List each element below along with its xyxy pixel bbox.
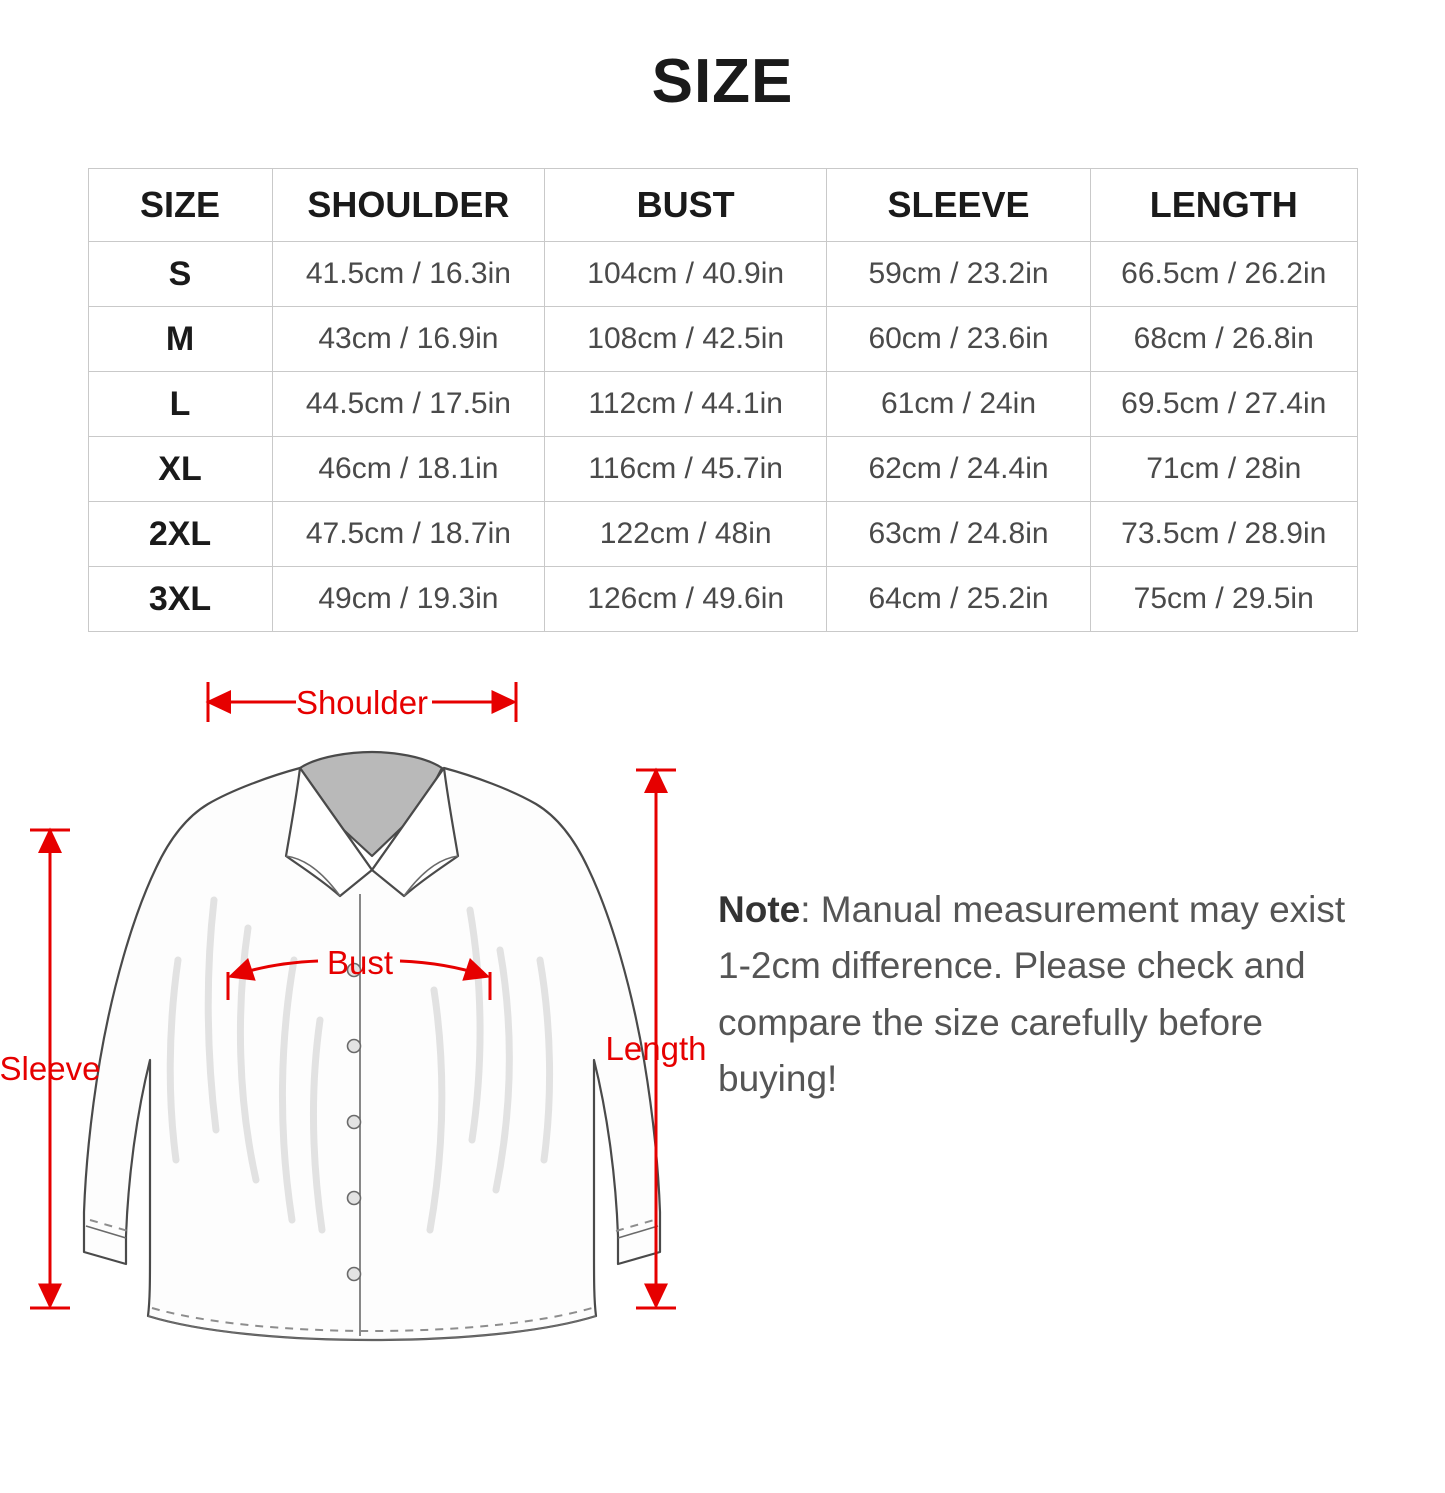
length-label: Length xyxy=(605,1030,707,1068)
cell-length: 75cm / 29.5in xyxy=(1090,567,1357,632)
column-header-length: LENGTH xyxy=(1090,169,1357,242)
cell-bust: 126cm / 49.6in xyxy=(545,567,827,632)
table-row xyxy=(88,437,1357,502)
column-header-shoulder: SHOULDER xyxy=(272,169,545,242)
cell-shoulder: 43cm / 16.9in xyxy=(272,307,545,372)
column-header-size: SIZE xyxy=(88,169,272,242)
size-table-container xyxy=(88,168,1358,632)
cell-shoulder: 49cm / 19.3in xyxy=(272,567,545,632)
cell-bust: 122cm / 48in xyxy=(545,502,827,567)
column-header-sleeve: SLEEVE xyxy=(827,169,1091,242)
size-table xyxy=(88,168,1358,632)
cell-sleeve: 62cm / 24.4in xyxy=(827,437,1091,502)
cell-size: S xyxy=(88,242,272,307)
column-header-bust: BUST xyxy=(545,169,827,242)
cell-length: 69.5cm / 27.4in xyxy=(1090,372,1357,437)
table-row xyxy=(88,372,1357,437)
table-header-row xyxy=(88,169,1357,242)
cell-size: L xyxy=(88,372,272,437)
table-row xyxy=(88,567,1357,632)
cell-length: 71cm / 28in xyxy=(1090,437,1357,502)
cell-length: 68cm / 26.8in xyxy=(1090,307,1357,372)
cell-bust: 108cm / 42.5in xyxy=(545,307,827,372)
cell-size: M xyxy=(88,307,272,372)
page-title: SIZE xyxy=(651,47,794,116)
cell-size: 2XL xyxy=(88,502,272,567)
table-row xyxy=(88,502,1357,567)
cell-length: 73.5cm / 28.9in xyxy=(1090,502,1357,567)
cell-shoulder: 46cm / 18.1in xyxy=(272,437,545,502)
table-row xyxy=(88,307,1357,372)
cell-bust: 104cm / 40.9in xyxy=(545,242,827,307)
measurement-note xyxy=(718,882,1378,1107)
cell-length: 66.5cm / 26.2in xyxy=(1090,242,1357,307)
cell-shoulder: 41.5cm / 16.3in xyxy=(272,242,545,307)
bust-label: Bust xyxy=(326,944,394,982)
shoulder-label: Shoulder xyxy=(295,684,429,722)
cell-sleeve: 64cm / 25.2in xyxy=(827,567,1091,632)
cell-size: XL xyxy=(88,437,272,502)
cell-sleeve: 59cm / 23.2in xyxy=(827,242,1091,307)
cell-size: 3XL xyxy=(88,567,272,632)
table-row xyxy=(88,242,1357,307)
cell-shoulder: 44.5cm / 17.5in xyxy=(272,372,545,437)
cell-sleeve: 61cm / 24in xyxy=(827,372,1091,437)
sleeve-label: Sleeve xyxy=(0,1050,101,1088)
note-text: : Manual measurement may exist 1-2cm difference. Please check and compare the size carefully before buying! xyxy=(718,889,1346,1099)
cell-bust: 116cm / 45.7in xyxy=(545,437,827,502)
cell-sleeve: 63cm / 24.8in xyxy=(827,502,1091,567)
cell-shoulder: 47.5cm / 18.7in xyxy=(272,502,545,567)
cell-sleeve: 60cm / 23.6in xyxy=(827,307,1091,372)
note-prefix: Note xyxy=(718,889,801,931)
cell-bust: 112cm / 44.1in xyxy=(545,372,827,437)
garment-measurement-diagram xyxy=(0,660,740,1420)
